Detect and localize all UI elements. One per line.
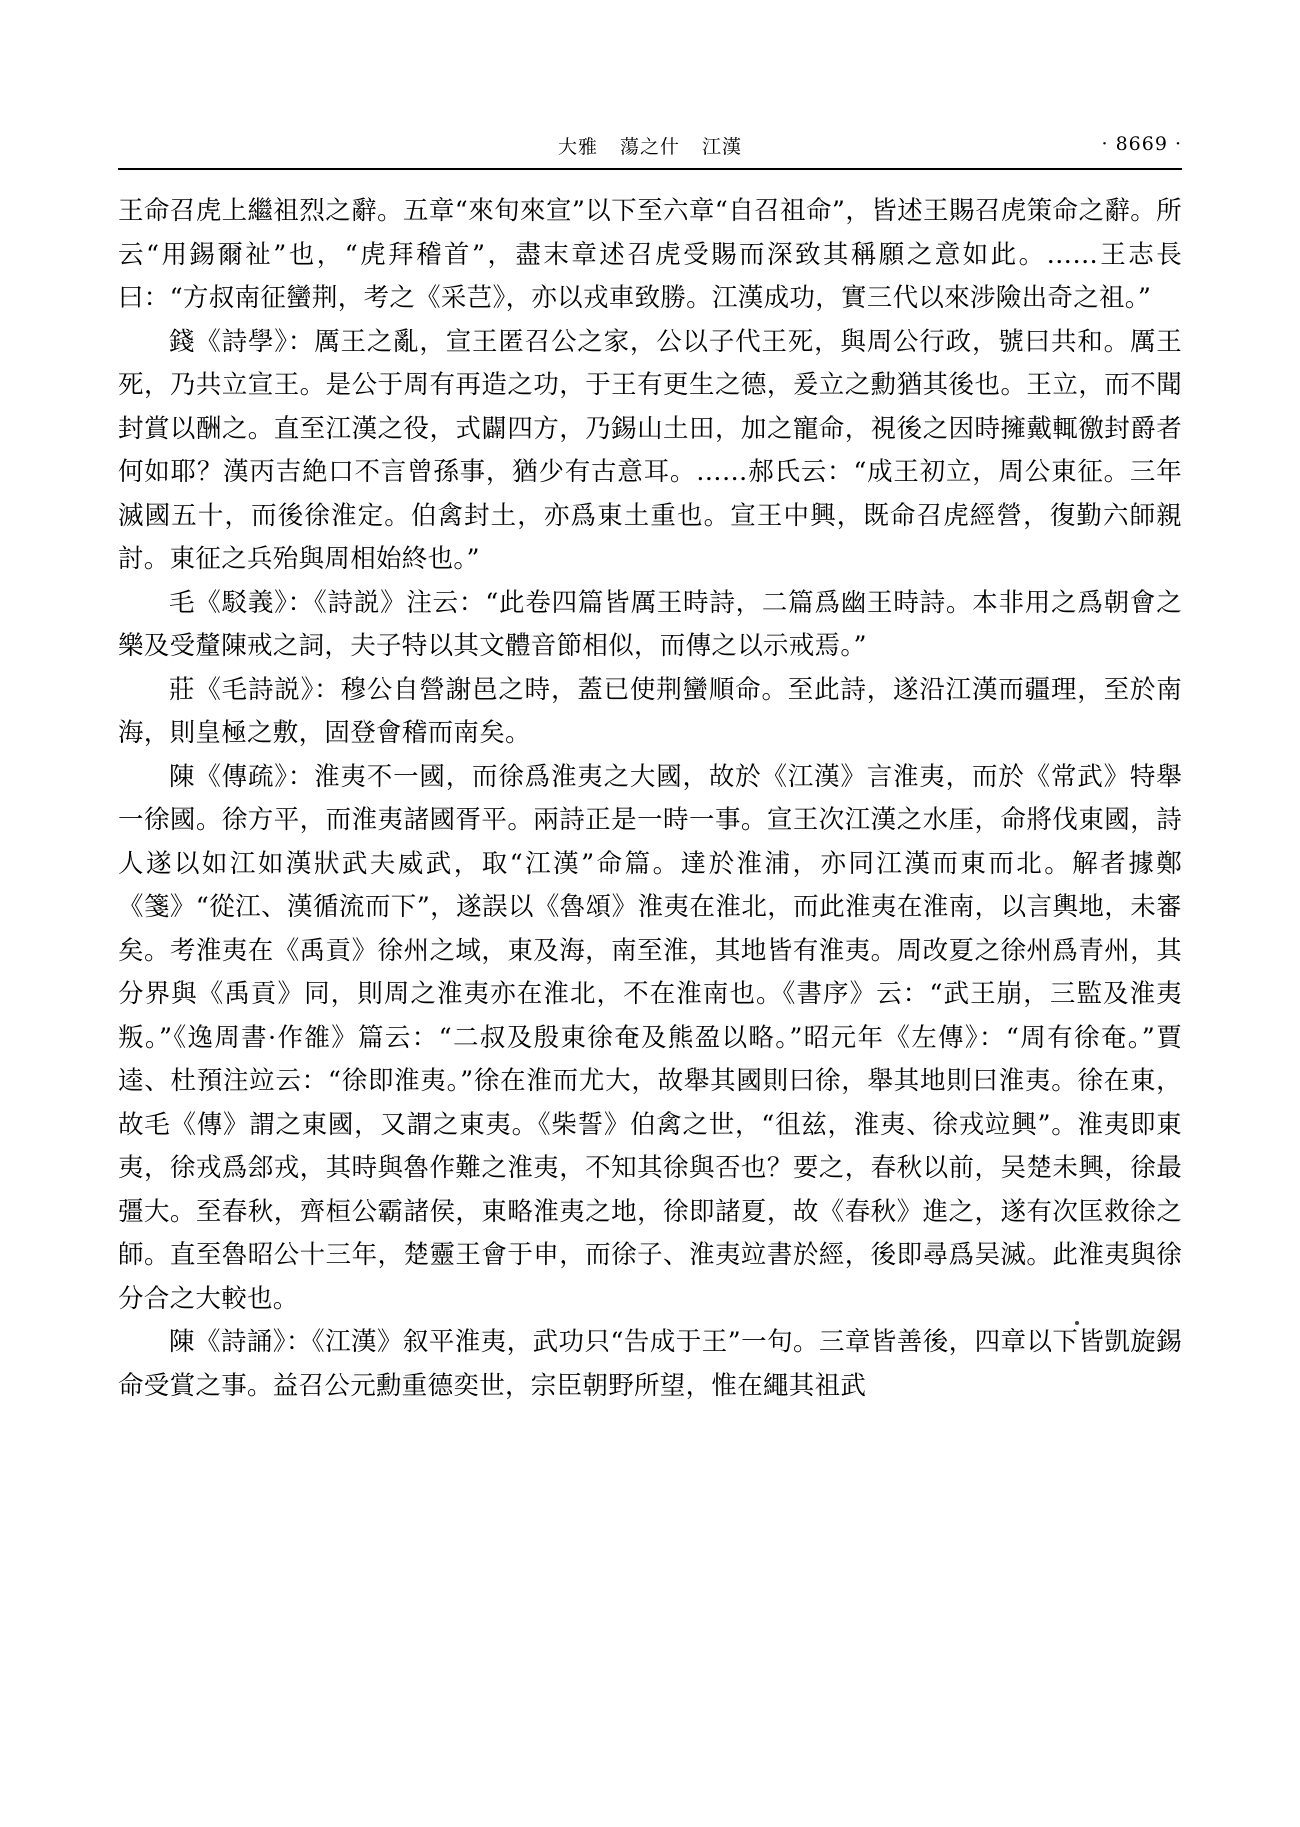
- body-text: [118, 190, 1182, 1408]
- paragraph-1: 王命召虎上繼祖烈之辭。五章“來旬來宣”以下至六章“自召祖命”，皆述王賜召虎策命之辭。所云“用錫爾祉”也，“虎拜稽首”，盡末章述召虎受賜而深致其稱願之意如此。……王志長曰：“方叔南征蠻荆，考之《采芑》，亦以戎車致勝。江漢成功，實三代以來涉險出奇之祖。”: [118, 196, 1182, 313]
- running-head-subsection: 蕩之什: [619, 136, 681, 158]
- page-header: [118, 132, 1182, 166]
- running-head-section: 大雅: [557, 136, 598, 158]
- paragraph-4: 莊《毛詩説》：穆公自營謝邑之時，蓋已使荆蠻順命。至此詩，遂沿江漢而疆理，至於南海，則皇極之敷，固登會稽而南矣。: [118, 674, 1182, 748]
- paragraph-5: 陳《傳疏》：淮夷不一國，而徐爲淮夷之大國，故於《江漢》言淮夷，而於《常武》特舉一徐國。徐方平，而淮夷諸國胥平。兩詩正是一時一事。宣王次江漢之水厓，命將伐東國，詩人遂以如江如漢狀武夫威武，取“江漢”命篇。達於淮浦，亦同江漢而東而北。解者據鄭《箋》“從江、漢循流而下”，遂誤以《魯頌》淮夷在淮北，而此淮夷在淮南，以言輿地，未審矣。考淮夷在《禹貢》徐州之域，東及海，南至淮，其地皆有淮夷。周改夏之徐州爲青州，其分界與《禹貢》同，則周之淮夷亦在淮北，不在淮南也。《書序》云：“武王崩，三監及淮夷叛。”《逸周書·作雒》篇云：“二叔及殷東徐奄及熊盈以略。”昭元年《左傳》：“周有徐奄。”賈逵、杜預注竝云：“徐即淮夷。”徐在淮而尤大，故舉其國則曰徐，舉其地則曰淮夷。徐在東，故毛《傳》謂之東國，又謂之東夷。《柴誓》伯禽之世，“徂兹，淮夷、徐戎竝興”。淮夷即東夷，徐戎爲郐戎，其時與魯作難之淮夷，不知其徐與否也？要之，春秋以前，吴楚未興，徐最彊大。至春秋，齊桓公霸諸侯，東略淮夷之地，徐即諸夏，故《春秋》進之，遂有次匡救徐之師。直至魯昭公十三年，楚靈王會于申，而徐子、淮夷竝書於經，後即尋爲吴滅。此淮夷與徐分合之大較也。: [118, 761, 1182, 1314]
- ink-speck: [1075, 1321, 1079, 1325]
- running-head-poem: 江漢: [702, 136, 743, 158]
- paragraph-6: 陳《詩誦》：《江漢》叙平淮夷，武功只“告成于王”一句。三章皆善後，四章以下皆凱旋錫命受賞之事。益召公元勳重德奕世，宗臣朝野所望，惟在繩其祖武: [118, 1327, 1182, 1401]
- header-divider: [118, 168, 1182, 170]
- paragraph-2: 錢《詩學》：厲王之亂，宣王匿召公之家，公以子代王死，與周公行政，號曰共和。厲王死，乃共立宣王。是公于周有再造之功，于王有更生之德，爰立之勳猶其後也。王立，而不聞封賞以酬之。直至江漢之役，式闢四方，乃錫山土田，加之寵命，視後之因時擁戴輒徼封爵者何如耶？漢丙吉絶口不言曾孫事，猶少有古意耳。……郝氏云：“成王初立，周公東征。三年滅國五十，而後徐淮定。伯禽封土，亦爲東土重也。宣王中興，既命召虎經營，復勤六師親討。東征之兵殆與周相始終也。”: [118, 326, 1182, 574]
- paragraph-3: 毛《駁義》：《詩説》注云：“此卷四篇皆厲王時詩，二篇爲幽王時詩。本非用之爲朝會之樂及受釐陳戒之詞，夫子特以其文體音節相似，而傳之以示戒焉。”: [118, 587, 1182, 661]
- page-number: · 8669 ·: [1101, 133, 1182, 155]
- running-head: [558, 132, 742, 159]
